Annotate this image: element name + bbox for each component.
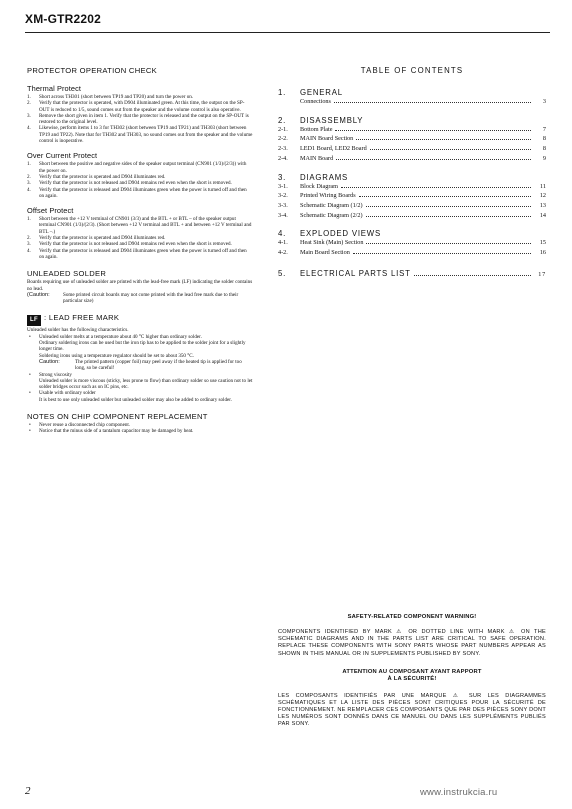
safety-warning bbox=[278, 614, 546, 729]
toc-entry[interactable]: 3-2. Printed Wiring Boards 12 bbox=[278, 192, 546, 200]
toc-section-general bbox=[278, 88, 546, 107]
lead-free-intro: Unleaded solder has the following characteristics. bbox=[27, 327, 129, 334]
list-item: • Usable with ordinary solder bbox=[27, 390, 253, 396]
unleaded-caution bbox=[27, 292, 253, 305]
toc-section-heading: 4. EXPLODED VIEWS bbox=[278, 229, 381, 239]
safety-text-fr: LES COMPOSANTS IDENTIFIÉS PAR UNE MARQUE ⚠ SUR LES DIAGRAMMES SCHÉMATIQUES ET LA LISTE DES PIÈCES SONT CRITIQUES POUR LA SÉCURITÉ DE FONCTIONNEMENT. NE REMPLACER CES COMPOSANTS QUE PAR DES PIÈCES SONY DONT LES NUMÉROS SONT DONNÉS DANS CE MANUEL OU DANS LES SUPPLÉMENTS PUBLIÉS PAR SONY. bbox=[278, 692, 546, 728]
offset-protect-title: Offset Protect bbox=[27, 206, 74, 216]
chip-component-list bbox=[27, 422, 253, 435]
protector-title: PROTECTOR OPERATION CHECK bbox=[27, 66, 157, 75]
toc-section-exploded-views bbox=[278, 229, 546, 257]
toc-entry[interactable]: Connections 3 bbox=[300, 98, 546, 105]
list-item: 2. Verify that the protector is operated and D904 illuminates red. bbox=[27, 173, 166, 180]
toc-entry[interactable]: 2-4. MAIN Board 9 bbox=[278, 154, 546, 162]
lead-free-list bbox=[27, 334, 253, 403]
watermark: www.instrukcia.ru bbox=[420, 787, 498, 798]
list-item: 1. Short across TH301 (short between TP19 and TP20) and turn the power on. bbox=[27, 94, 194, 100]
unleaded-solder-text: Boards requiring use of unleaded solder are printed with the lead-free mark (LF) indicating the solder contains no lead. bbox=[27, 279, 253, 292]
list-item: 2. Verify that the protector is operated, with D904 illuminated green. At this time, the output on the SP-OUT is reduced to 1/5, sound comes out from the speaker and the volume control is also operative. bbox=[27, 100, 245, 113]
list-item: • Never reuse a disconnected chip component. bbox=[27, 422, 253, 428]
offset-protect-list bbox=[27, 216, 253, 260]
header-rule bbox=[25, 32, 550, 33]
unleaded-solder-title: UNLEADED SOLDER bbox=[27, 269, 107, 279]
toc-entry[interactable]: 3-3. Schematic Diagram (1/2) 13 bbox=[278, 201, 546, 209]
list-item: 1. Short between the +12 V terminal of CN901 (3/3) and the BTL + or BTL – of the speaker output terminal CN901 (1/3)/(2/3). (Short between +12 V terminal and BTL + and between +12 V terminal and BTL –.) bbox=[27, 216, 252, 235]
safety-title-en: SAFETY-RELATED COMPONENT WARNING! bbox=[347, 614, 477, 620]
caution-text: Some printed circuit boards may not come printed with the lead free mark due to their particular size) bbox=[63, 291, 239, 305]
toc-section-heading: 2. DISASSEMBLY bbox=[278, 115, 364, 125]
left-column bbox=[27, 66, 253, 435]
list-item-detail: Soldering irons using a temperature regulator should be set to about 350 °C. bbox=[39, 352, 194, 359]
list-item: 3. Verify that the protector is not released and D904 remains red even when the short is removed. bbox=[27, 241, 232, 248]
thermal-protect-title: Thermal Protect bbox=[27, 84, 82, 93]
list-item: 1. Short between the positive and negative sides of the speaker output terminal (CN901 (1/3)/(2/3)) with the power on. bbox=[27, 161, 247, 174]
toc-entry[interactable]: 2-2. MAIN Board Section 8 bbox=[278, 135, 546, 143]
chip-component-title: NOTES ON CHIP COMPONENT REPLACEMENT bbox=[27, 411, 208, 421]
safety-title-fr: ATTENTION AU COMPOSANT AYANT RAPPORT À LA SÉCURITÉ! bbox=[342, 668, 482, 683]
list-item: • Notice that the minus side of a tantalum capacitor may be damaged by heat. bbox=[27, 428, 253, 434]
lead-free-logo: LF bbox=[27, 315, 41, 326]
toc-section-electrical-parts bbox=[278, 269, 546, 278]
list-item: 3. Remove the short given in item 1. Verify that the protector is released and the output on the SP-OUT is restored to the original level. bbox=[27, 112, 249, 126]
list-item: 4. Verify that the protector is released and D904 illuminates green when the power is turned off and then on again. bbox=[27, 186, 247, 199]
thermal-protect-list bbox=[27, 94, 253, 144]
list-item: 4. Verify that the protector is released and D904 illuminates green when the power is turned off and then on again. bbox=[27, 247, 247, 260]
toc-entry[interactable]: 4-2. Main Board Section 16 bbox=[278, 249, 546, 257]
lead-free-mark-title: LF : LEAD FREE MARK bbox=[27, 313, 253, 326]
toc-section-heading: 3. DIAGRAMS bbox=[278, 172, 348, 182]
toc-entry[interactable]: 5. ELECTRICAL PARTS LIST 17 bbox=[278, 268, 546, 278]
toc-entry[interactable]: 2-1. Bottom Plate 7 bbox=[278, 125, 546, 133]
list-item: 4. Likewise, perform items 1 to 3 for TH302 (short between TP19 and TP21) and TH303 (short between TP19 and TP22). Note that for TH302 and TH303, no sound comes out from the speaker and the volume control is inoperative. bbox=[27, 125, 253, 145]
toc-section-disassembly bbox=[278, 116, 546, 164]
safety-text-en: COMPONENTS IDENTIFIED BY MARK ⚠ OR DOTTED LINE WITH MARK ⚠ ON THE SCHEMATIC DIAGRAMS AND IN THE PARTS LIST ARE CRITICAL TO SAFE OPERATION. REPLACE THESE COMPONENTS WITH SONY PARTS WHOSE PART NUMBERS APPEAR AS SHOWN IN THIS MANUAL OR IN SUPPLEMENTS PUBLISHED BY SONY. bbox=[278, 629, 546, 657]
list-item: • Strong viscosity bbox=[27, 372, 253, 378]
toc-title: TABLE OF CONTENTS bbox=[360, 66, 464, 75]
toc-entry[interactable]: 3-1. Block Diagram 11 bbox=[278, 182, 546, 190]
overcurrent-protect-list bbox=[27, 161, 253, 199]
toc-entry[interactable]: 3-4. Schematic Diagram (2/2) 14 bbox=[278, 211, 546, 219]
list-item-detail: It is best to use only unleaded solder but unleaded solder may also be added to ordinary solder. bbox=[39, 396, 232, 403]
toc-entry[interactable]: 4-1. Heat Sink (Main) Section 15 bbox=[278, 239, 546, 247]
list-item: • Unleaded solder melts at a temperature about 40 °C higher than ordinary solder. bbox=[27, 334, 253, 340]
caution-label: Caution: bbox=[39, 358, 60, 365]
list-item-detail: Unleaded solder is more viscous (sticky, less prone to flow) than ordinary solder so use caution not to let solder bridges occur such as on IC pins, etc. bbox=[39, 377, 253, 391]
caution-label: (Caution: bbox=[27, 291, 50, 298]
lead-free-caution bbox=[27, 359, 253, 372]
table-of-contents bbox=[278, 66, 546, 287]
model-number: XM-GTR2202 bbox=[25, 12, 102, 26]
list-item-detail: Ordinary soldering irons can be used but the iron tip has to be applied to the solder joint for a slightly longer time. bbox=[39, 340, 246, 353]
caution-text: The printed pattern (copper foil) may peel away if the heated tip is applied for too long, so be careful! bbox=[75, 358, 242, 372]
toc-entry[interactable]: 2-3. LED1 Board, LED2 Board 8 bbox=[278, 145, 546, 153]
overcurrent-protect-title: Over Current Protect bbox=[27, 151, 98, 161]
toc-section-heading: 1. GENERAL bbox=[278, 88, 343, 97]
list-item: 2. Verify that the protector is operated and D904 illuminates red. bbox=[27, 235, 166, 242]
toc-section-diagrams bbox=[278, 173, 546, 221]
page-number: 2 bbox=[25, 785, 31, 797]
list-item: 3. Verify that the protector is not released and D904 remains red even when the short is removed. bbox=[27, 180, 232, 187]
